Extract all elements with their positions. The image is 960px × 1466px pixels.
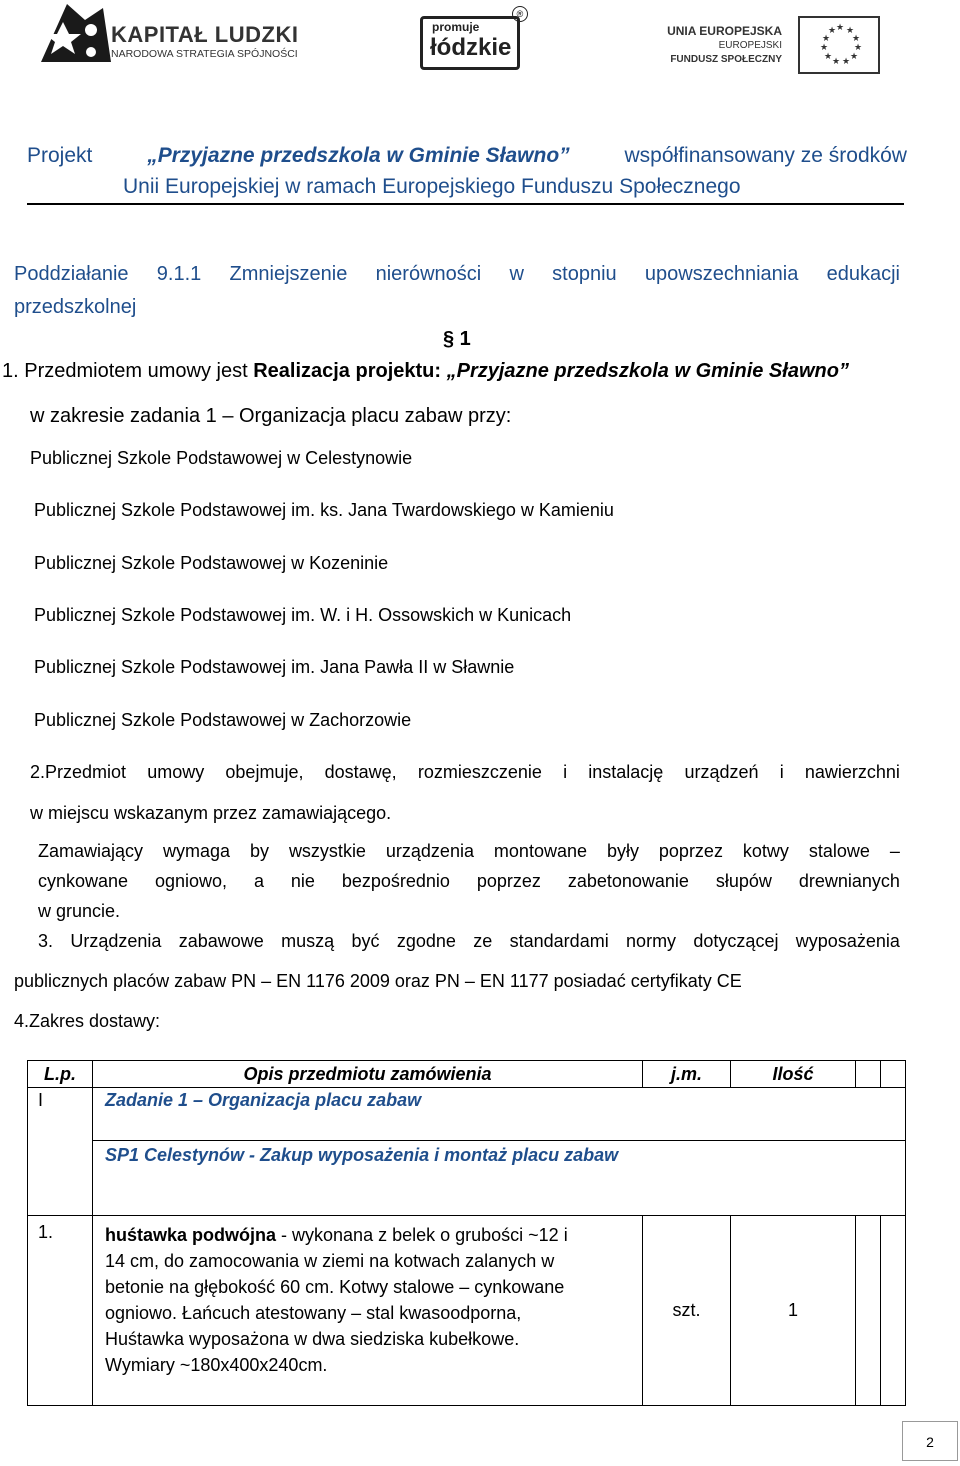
item2-word: i	[563, 762, 568, 782]
requirement1-word: wszystkie	[288, 841, 366, 861]
eu-flag-icon	[798, 16, 880, 74]
requirement2-word: słupów	[715, 871, 772, 891]
item2-word: instalację	[588, 762, 664, 782]
header-qty: Ilość	[731, 1061, 856, 1088]
project-title: „Przyjazne przedszkola w Gminie Sławno”	[147, 144, 570, 167]
school-6: Publicznej Szkole Podstawowej w Zachorzowie	[34, 710, 412, 730]
item-name: huśtawka podwójna	[105, 1225, 277, 1245]
project-header	[27, 140, 907, 202]
requirement2-word: cynkowane	[38, 871, 129, 891]
requirement1-word: –	[889, 841, 900, 861]
item3-word: być	[351, 931, 380, 951]
school-1: Publicznej Szkole Podstawowej w Celestynowie	[30, 448, 413, 468]
item3-word: zabawowe	[178, 931, 264, 951]
item1-prefix: 1. Przedmiotem umowy jest	[2, 360, 254, 382]
kapital-ludzki-emblem-icon	[33, 0, 113, 70]
row-extra2	[881, 1216, 906, 1406]
item2-word: umowy	[147, 762, 205, 782]
section-sign: § 1	[443, 328, 471, 350]
sub-measure	[14, 258, 900, 324]
sub-measure-word: upowszechniania	[644, 263, 799, 285]
delivery-table	[27, 1060, 906, 1406]
sub-measure-word: edukacji	[826, 263, 900, 285]
item2-line1	[30, 761, 900, 783]
requirement1-word: urządzenia	[385, 841, 474, 861]
sub-measure-word: Zmniejszenie	[229, 263, 348, 285]
svg-text:★: ★	[846, 25, 855, 35]
item1-line	[2, 360, 849, 383]
item3-line2: publicznych placów zabaw PN – EN 1176 2009 oraz PN – EN 1177 posiadać certyfikaty CE	[14, 971, 742, 991]
registered-icon: ®	[512, 6, 528, 22]
item3-line1	[38, 930, 900, 952]
header-extra1	[856, 1061, 881, 1088]
item2-word: rozmieszczenie	[417, 762, 542, 782]
school-3: Publicznej Szkole Podstawowej w Kozeninie	[34, 553, 389, 573]
item3-word: Urządzenia	[70, 931, 162, 951]
requirement1-word: by	[249, 841, 269, 861]
ue-line3: FUNDUSZ SPOŁECZNY	[670, 54, 782, 65]
kapital-ludzki-title: KAPITAŁ LUDZKI	[111, 22, 299, 47]
school-4: Publicznej Szkole Podstawowej im. W. i H. Ossowskich w Kunicach	[34, 605, 572, 625]
svg-text:★: ★	[842, 56, 851, 66]
header-jm: j.m.	[643, 1061, 731, 1088]
svg-text:★: ★	[820, 42, 829, 52]
sub-measure-line1	[14, 258, 900, 291]
item3-word: zgodne	[396, 931, 456, 951]
item2-line2: w miejscu wskazanym przez zamawiającego.	[30, 803, 392, 823]
row-desc	[93, 1216, 643, 1406]
kapital-ludzki-logo	[33, 0, 313, 70]
kapital-ludzki-subtitle: NARODOWA STRATEGIA SPÓJNOŚCI	[111, 48, 298, 60]
requirement1-word: były	[606, 841, 639, 861]
ue-line2: EUROPEJSKI	[718, 40, 782, 51]
requirement-line3: w gruncie.	[38, 901, 121, 921]
requirement2-word: drewnianych	[798, 871, 900, 891]
desc-line-3: betonie na głębokość 60 cm. Kotwy stalowe – cynkowane	[105, 1277, 565, 1297]
item2-word: urządzeń	[684, 762, 759, 782]
ue-efs-logo	[667, 10, 900, 80]
sub-measure-word: nierówności	[375, 263, 482, 285]
project-cofinance: współfinansowany ze środków	[624, 144, 907, 167]
requirement-line2	[38, 870, 900, 892]
task-cell	[93, 1088, 906, 1216]
item3-word: normy	[626, 931, 677, 951]
item3-word: dotyczącej	[693, 931, 779, 951]
requirement2-word: zabetonowanie	[567, 871, 689, 891]
item4-heading: 4.Zakres dostawy:	[14, 1011, 161, 1031]
item2-word: obejmuje,	[225, 762, 304, 782]
sub-measure-word: 9.1.1	[156, 263, 202, 285]
item3-word: muszą	[281, 931, 335, 951]
row-jm: szt.	[643, 1216, 731, 1406]
promuje-top-text: promuje	[432, 20, 480, 34]
row-extra1	[856, 1216, 881, 1406]
requirement2-word: bezpośrednio	[341, 871, 450, 891]
svg-text:★: ★	[854, 42, 863, 52]
desc-line-6: Wymiary ~180x400x240cm.	[105, 1355, 328, 1375]
requirement1-word: wymaga	[162, 841, 231, 861]
desc-line-2: 14 cm, do zamocowania w ziemi na kotwach zalanych w	[105, 1251, 555, 1271]
svg-text:★: ★	[832, 56, 841, 66]
sub-measure-word: Poddziałanie	[14, 263, 129, 285]
row-qty: 1	[731, 1216, 856, 1406]
ue-line1: UNIA EUROPEJSKA	[667, 24, 782, 38]
promuje-lodzkie-logo	[420, 6, 532, 70]
school-2: Publicznej Szkole Podstawowej im. ks. Jana Twardowskiego w Kamieniu	[34, 500, 614, 520]
desc-line-5: Huśtawka wyposażona w dwa siedziska kubełkowe.	[105, 1329, 520, 1349]
item1-project-title: „Przyjazne przedszkola w Gminie Sławno”	[446, 360, 849, 382]
requirement2-word: nie	[290, 871, 315, 891]
project-eu-line: Unii Europejskiej w ramach Europejskiego Funduszu Społecznego	[123, 175, 741, 198]
requirement2-word: a	[253, 871, 264, 891]
requirement1-word: montowane	[493, 841, 587, 861]
item2-word: 2.Przedmiot	[30, 762, 127, 782]
requirement1-word: kotwy	[742, 841, 789, 861]
item1-scope: w zakresie zadania 1 – Organizacja placu zabaw przy:	[30, 405, 512, 427]
requirement1-word: poprzez	[658, 841, 723, 861]
school-5: Publicznej Szkole Podstawowej im. Jana Pawła II w Sławnie	[34, 657, 515, 677]
project-label: Projekt	[27, 144, 93, 167]
sub-measure-word: stopniu	[552, 263, 617, 285]
logo-bar	[0, 0, 960, 80]
header-desc: Opis przedmiotu zamówienia	[93, 1061, 643, 1088]
requirement2-word: poprzez	[476, 871, 541, 891]
table-row	[28, 1216, 906, 1406]
header-lp: L.p.	[28, 1061, 93, 1088]
item3-word: wyposażenia	[795, 931, 900, 951]
svg-text:★: ★	[822, 33, 831, 43]
svg-text:★: ★	[828, 25, 837, 35]
sub-measure-line2: przedszkolnej	[14, 296, 137, 318]
task-row	[28, 1088, 906, 1216]
item2-word: nawierzchni	[804, 762, 900, 782]
item1-bold: Realizacja projektu:	[253, 360, 447, 382]
table-header-row	[28, 1061, 906, 1088]
item2-word: i	[779, 762, 784, 782]
row-lp: 1.	[28, 1216, 93, 1406]
svg-text:★: ★	[824, 51, 833, 61]
requirement-line1	[38, 840, 900, 862]
header-rule	[27, 203, 904, 205]
requirement2-word: ogniowo,	[154, 871, 228, 891]
desc-line-1: - wykonana z belek o grubości ~12 i	[276, 1225, 568, 1245]
task-sp1: SP1 Celestynów - Zakup wyposażenia i montaż placu zabaw	[93, 1140, 905, 1215]
svg-text:★: ★	[836, 22, 845, 32]
item2-word: dostawę,	[324, 762, 397, 782]
task-title: Zadanie 1 – Organizacja placu zabaw	[105, 1090, 422, 1110]
task-lp: I	[28, 1088, 93, 1216]
requirement1-word: stalowe	[808, 841, 870, 861]
svg-text:★: ★	[852, 33, 861, 43]
header-extra2	[881, 1061, 906, 1088]
promuje-main-text: łódzkie	[430, 34, 512, 61]
desc-line-4: ogniowo. Łańcuch atestowany – stal kwasoodporna,	[105, 1303, 522, 1323]
page-number: 2	[902, 1421, 958, 1461]
svg-text:★: ★	[850, 51, 859, 61]
sub-measure-word: w	[509, 263, 524, 285]
item3-word: standardami	[509, 931, 609, 951]
item3-word: 3.	[38, 931, 54, 951]
requirement1-word: Zamawiający	[38, 841, 144, 861]
item3-word: ze	[473, 931, 493, 951]
